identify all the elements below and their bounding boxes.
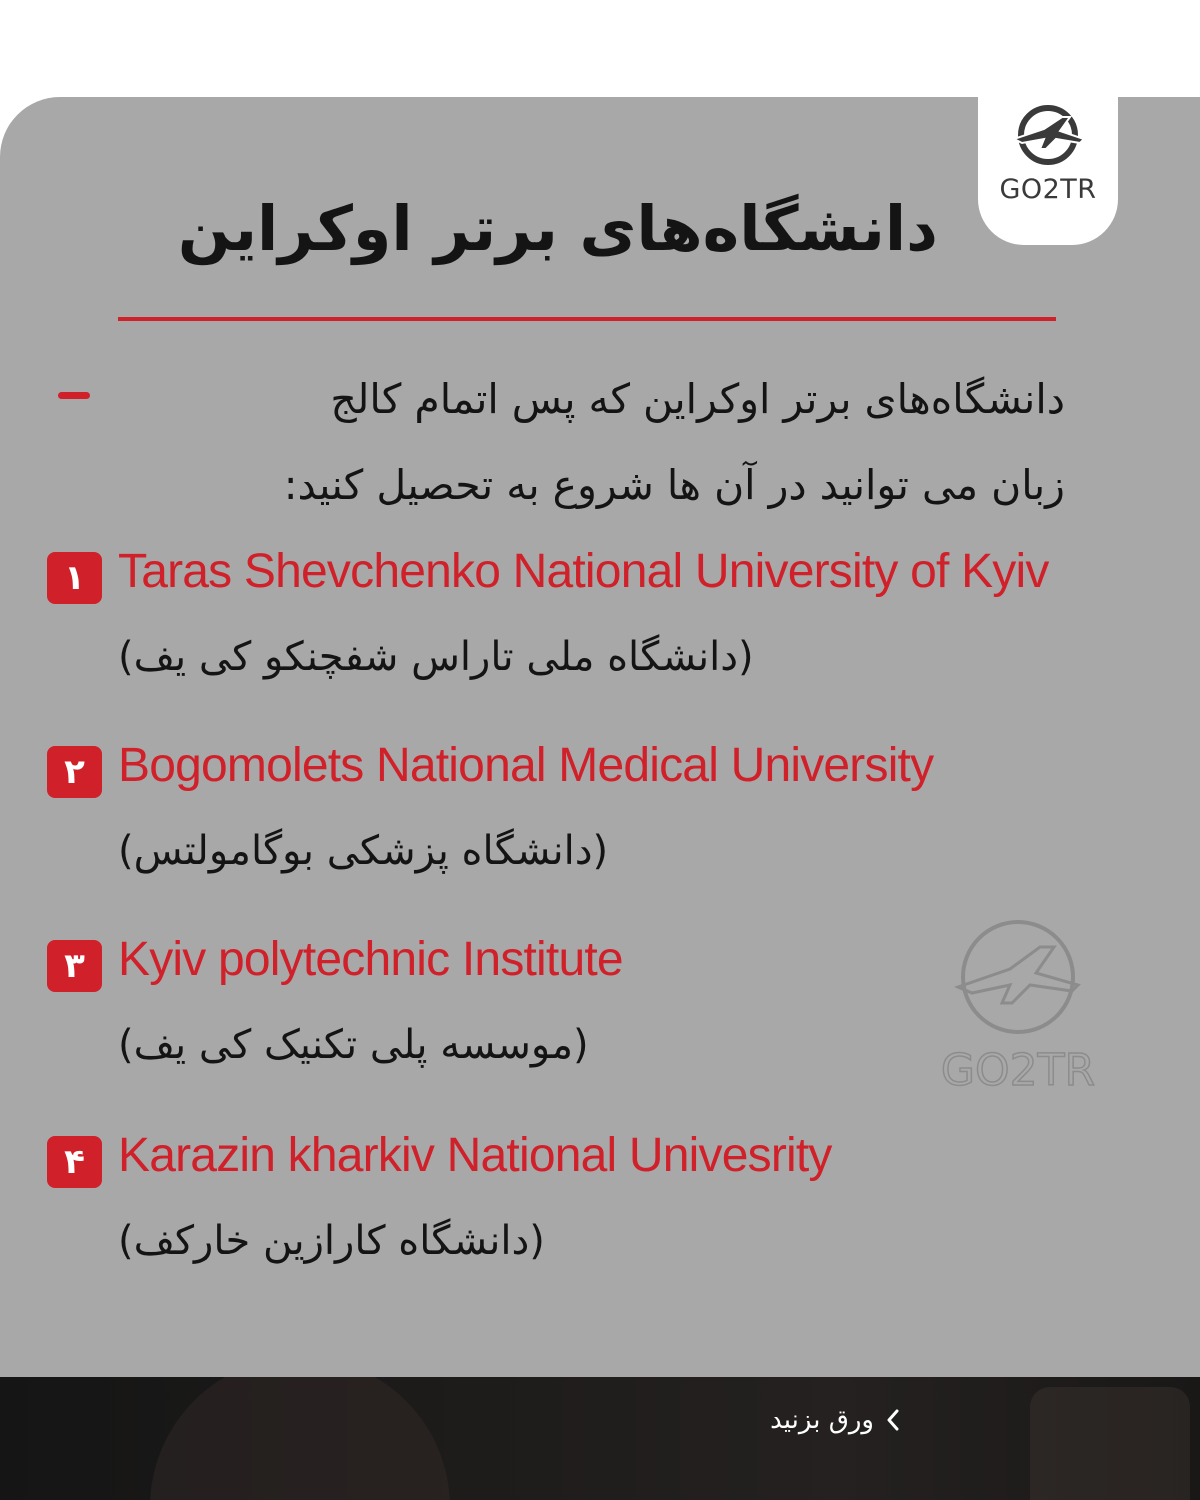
university-name-fa: (موسسه پلی تکنیک کی یف) (118, 1022, 589, 1068)
university-name-en: Taras Shevchenko National University of Kyiv (118, 545, 1049, 598)
university-name-en: Kyiv polytechnic Institute (118, 933, 623, 986)
swipe-hint[interactable] (770, 1405, 900, 1435)
swipe-label: ورق بزنید (770, 1405, 874, 1435)
watermark-text: GO2TR (940, 1045, 1096, 1096)
number-badge: ۴ (47, 1136, 102, 1188)
university-item-1 (0, 545, 1200, 732)
intro-line-1: دانشگاه‌های برتر اوکراین که پس اتمام کالج (330, 375, 1065, 423)
title-divider (118, 317, 1056, 321)
number-badge: ۲ (47, 746, 102, 798)
university-name-fa: (دانشگاه پزشکی بوگامولتس) (118, 828, 609, 874)
university-name-en: Karazin kharkiv National Univesrity (118, 1129, 832, 1182)
intro-text (105, 356, 1065, 528)
watermark-logo (928, 915, 1108, 1095)
chevron-left-icon (886, 1409, 900, 1431)
university-name-fa: (دانشگاه کارازین خارکف) (118, 1218, 545, 1264)
number-badge: ۳ (47, 940, 102, 992)
brand-logo (978, 97, 1118, 245)
brand-name: GO2TR (999, 174, 1097, 205)
university-item-4 (0, 1129, 1200, 1316)
intro-line-2: زبان می توانید در آن ها شروع به تحصیل کنید: (283, 461, 1065, 509)
watermark-plane-icon (928, 915, 1108, 1045)
university-item-2 (0, 739, 1200, 926)
page-title: دانشگاه‌های برتر اوکراین (177, 192, 938, 265)
university-name-fa: (دانشگاه ملی تاراس شفچنکو کی یف) (118, 634, 754, 680)
bullet-dash (58, 392, 90, 399)
footer-bar (0, 1377, 1200, 1500)
university-name-en: Bogomolets National Medical University (118, 739, 934, 792)
number-badge: ۱ (47, 552, 102, 604)
plane-logo-icon (1006, 99, 1090, 171)
